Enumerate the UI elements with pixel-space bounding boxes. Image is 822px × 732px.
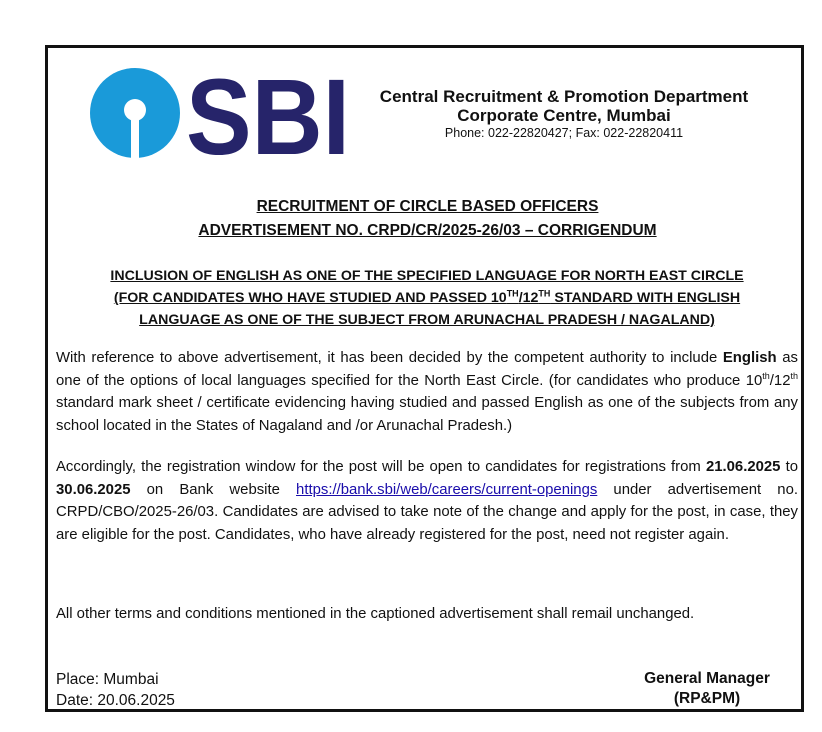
paragraph-registration: Accordingly, the registration window for the post will be open to candidates for registrations from 21.06.2025 to 30.06.2025 on Bank website https://bank.sbi/web/careers/current-openings under advertisement no. CRPD/CBO/2025-26/03. Candidates are advised to take note of the change and apply for the post, in case, they are eligible for the post. Candidates, who have already registered for the post, need not register again. xyxy=(56,459,798,543)
careers-link[interactable]: https://bank.sbi/web/careers/current-openings xyxy=(296,481,598,498)
paragraph-inclusion: With reference to above advertisement, it has been decided by the competent authority to include English as one of the options of local languages specified for the North East Circle. (for candidates who produce 10th/12th standard mark sheet / certificate evidencing having studied and passed English as one of the subjects from any school located in the States of Nagaland and /or Arunachal Pradesh.) xyxy=(56,350,798,434)
subject-line2: (FOR CANDIDATES WHO HAVE STUDIED AND PASSED 10TH/12TH STANDARD WITH ENGLISH xyxy=(113,288,741,306)
date-from: 21.06.2025 xyxy=(705,459,781,475)
date-to: 30.06.2025 xyxy=(56,481,131,498)
paragraph-terms: All other terms and conditions mentioned in the captioned advertisement shall remail unchanged. xyxy=(56,606,695,622)
sbi-logo xyxy=(88,66,353,160)
office-name: Corporate Centre, Mumbai xyxy=(457,106,671,125)
letterhead xyxy=(362,87,766,141)
date: Date: 20.06.2025 xyxy=(56,692,175,709)
place: Place: Mumbai xyxy=(56,671,159,688)
subject-line1: INCLUSION OF ENGLISH AS ONE OF THE SPECIFIED LANGUAGE FOR NORTH EAST CIRCLE xyxy=(110,268,744,284)
contact-info: Phone: 022-22820427; Fax: 022-22820411 xyxy=(444,126,684,140)
department-name: Central Recruitment & Promotion Department xyxy=(379,87,749,106)
footer-place-date xyxy=(56,669,175,711)
signatory-block xyxy=(624,669,790,709)
english-highlight: English xyxy=(722,350,777,366)
document-title-line2: ADVERTISEMENT NO. CRPD/CR/2025-26/03 – CORRIGENDUM xyxy=(198,222,657,239)
document-title-line1: RECRUITMENT OF CIRCLE BASED OFFICERS xyxy=(256,198,599,215)
sbi-logo-text: SBI xyxy=(186,66,350,160)
signatory-title: General Manager xyxy=(644,670,770,687)
subject-line3: LANGUAGE AS ONE OF THE SUBJECT FROM ARUNACHAL PRADESH / NAGALAND) xyxy=(139,312,715,328)
signatory-department: (RP&PM) xyxy=(673,690,741,707)
